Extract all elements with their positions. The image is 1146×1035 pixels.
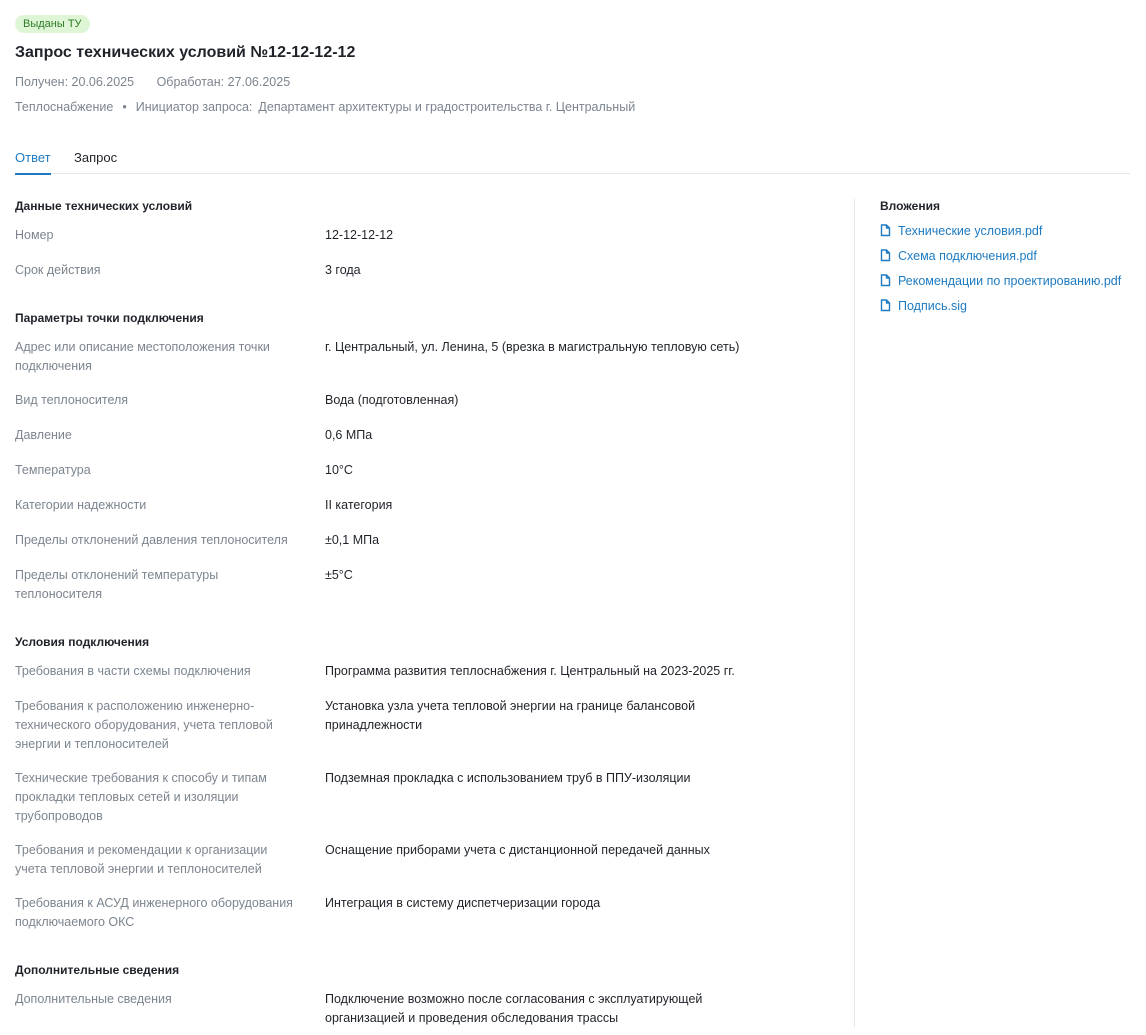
detail-row — [15, 841, 835, 879]
detail-label: Пределы отклонений температуры теплоносителя — [15, 568, 219, 601]
detail-row — [15, 662, 835, 681]
section-title-additional-info: Дополнительные сведения — [15, 963, 180, 977]
attachment-name: Технические условия.pdf — [898, 223, 1043, 238]
detail-value: 10°C — [325, 463, 353, 477]
detail-value: Подземная прокладка с использованием труб в ППУ-изоляции — [325, 771, 691, 785]
detail-row — [15, 990, 835, 1028]
detail-value: Подключение возможно после согласования с эксплуатирующей организацией и проведения обследования трассы — [325, 992, 703, 1025]
attachment-name: Схема подключения.pdf — [898, 248, 1037, 263]
detail-label: Пределы отклонений давления теплоносителя — [15, 533, 288, 547]
detail-row — [15, 338, 835, 376]
detail-row — [15, 531, 835, 550]
attachment-name: Подпись.sig — [898, 298, 967, 313]
detail-label: Требования к АСУД инженерного оборудования подключаемого ОКС — [15, 896, 293, 929]
attachments-panel — [880, 198, 1142, 321]
detail-value: II категория — [325, 498, 393, 512]
tab-bar — [15, 146, 1130, 174]
detail-label: Давление — [15, 428, 72, 442]
column-divider — [854, 199, 855, 1027]
attachment-link[interactable] — [880, 296, 1142, 315]
detail-row — [15, 461, 835, 480]
request-meta — [15, 99, 635, 115]
detail-row — [15, 566, 835, 604]
detail-value: Оснащение приборами учета с дистанционной передачей данных — [325, 843, 710, 857]
detail-row — [15, 426, 835, 445]
detail-label: Дополнительные сведения — [15, 992, 172, 1006]
initiator-label: Инициатор запроса: — [135, 100, 253, 114]
page-title: Запрос технических условий №12-12-12-12 — [15, 44, 356, 61]
file-icon — [880, 299, 891, 312]
detail-row — [15, 769, 835, 826]
detail-row — [15, 226, 835, 245]
section-title-connection-point: Параметры точки подключения — [15, 311, 204, 325]
detail-label: Требования к расположению инженерно-технического оборудования, учета тепловой энергии и теплоносителей — [15, 699, 273, 751]
detail-label: Технические требования к способу и типам прокладки тепловых сетей и изоляции трубопроводов — [15, 771, 267, 823]
attachment-link[interactable] — [880, 221, 1142, 240]
detail-row — [15, 894, 835, 932]
tu-details — [15, 198, 835, 1028]
request-dates — [15, 74, 290, 90]
detail-label: Адрес или описание местоположения точки подключения — [15, 340, 270, 373]
section-title-tu-data: Данные технических условий — [15, 199, 193, 213]
status-badge: Выданы ТУ — [15, 15, 90, 33]
tab-request[interactable]: Запрос — [74, 150, 118, 165]
detail-label: Срок действия — [15, 263, 101, 277]
detail-label: Требования и рекомендации к организации учета тепловой энергии и теплоносителей — [15, 843, 268, 876]
detail-value: Вода (подготовленная) — [325, 393, 459, 407]
detail-value: 0,6 МПа — [325, 428, 373, 442]
detail-value: 12-12-12-12 — [325, 228, 394, 242]
meta-separator: • — [122, 100, 127, 114]
received-date: Получен: 20.06.2025 — [15, 75, 135, 89]
detail-label: Требования в части схемы подключения — [15, 664, 251, 678]
tab-answer[interactable]: Ответ — [15, 150, 51, 175]
detail-label: Вид теплоносителя — [15, 393, 129, 407]
detail-row — [15, 697, 835, 754]
detail-row — [15, 261, 835, 280]
detail-value: 3 года — [325, 263, 361, 277]
detail-row — [15, 391, 835, 410]
attachment-link[interactable] — [880, 246, 1142, 265]
detail-value: Интеграция в систему диспетчеризации города — [325, 896, 601, 910]
attachment-link[interactable] — [880, 271, 1142, 290]
detail-label: Номер — [15, 228, 54, 242]
attachment-name: Рекомендации по проектированию.pdf — [898, 273, 1122, 288]
detail-value: г. Центральный, ул. Ленина, 5 (врезка в магистральную тепловую сеть) — [325, 340, 740, 354]
detail-value: Установка узла учета тепловой энергии на границе балансовой принадлежности — [325, 699, 696, 732]
service-type: Теплоснабжение — [15, 100, 114, 114]
detail-row — [15, 496, 835, 515]
file-icon — [880, 249, 891, 262]
processed-date: Обработан: 27.06.2025 — [156, 75, 291, 89]
file-icon — [880, 224, 891, 237]
detail-value: Программа развития теплоснабжения г. Центральный на 2023-2025 гг. — [325, 664, 735, 678]
file-icon — [880, 274, 891, 287]
detail-value: ±5°C — [325, 568, 353, 582]
attachments-title: Вложения — [880, 199, 940, 213]
section-title-connection-conditions: Условия подключения — [15, 635, 150, 649]
initiator-value: Департамент архитектуры и градостроительства г. Центральный — [258, 100, 636, 114]
detail-value: ±0,1 МПа — [325, 533, 380, 547]
detail-label: Категории надежности — [15, 498, 147, 512]
detail-label: Температура — [15, 463, 91, 477]
